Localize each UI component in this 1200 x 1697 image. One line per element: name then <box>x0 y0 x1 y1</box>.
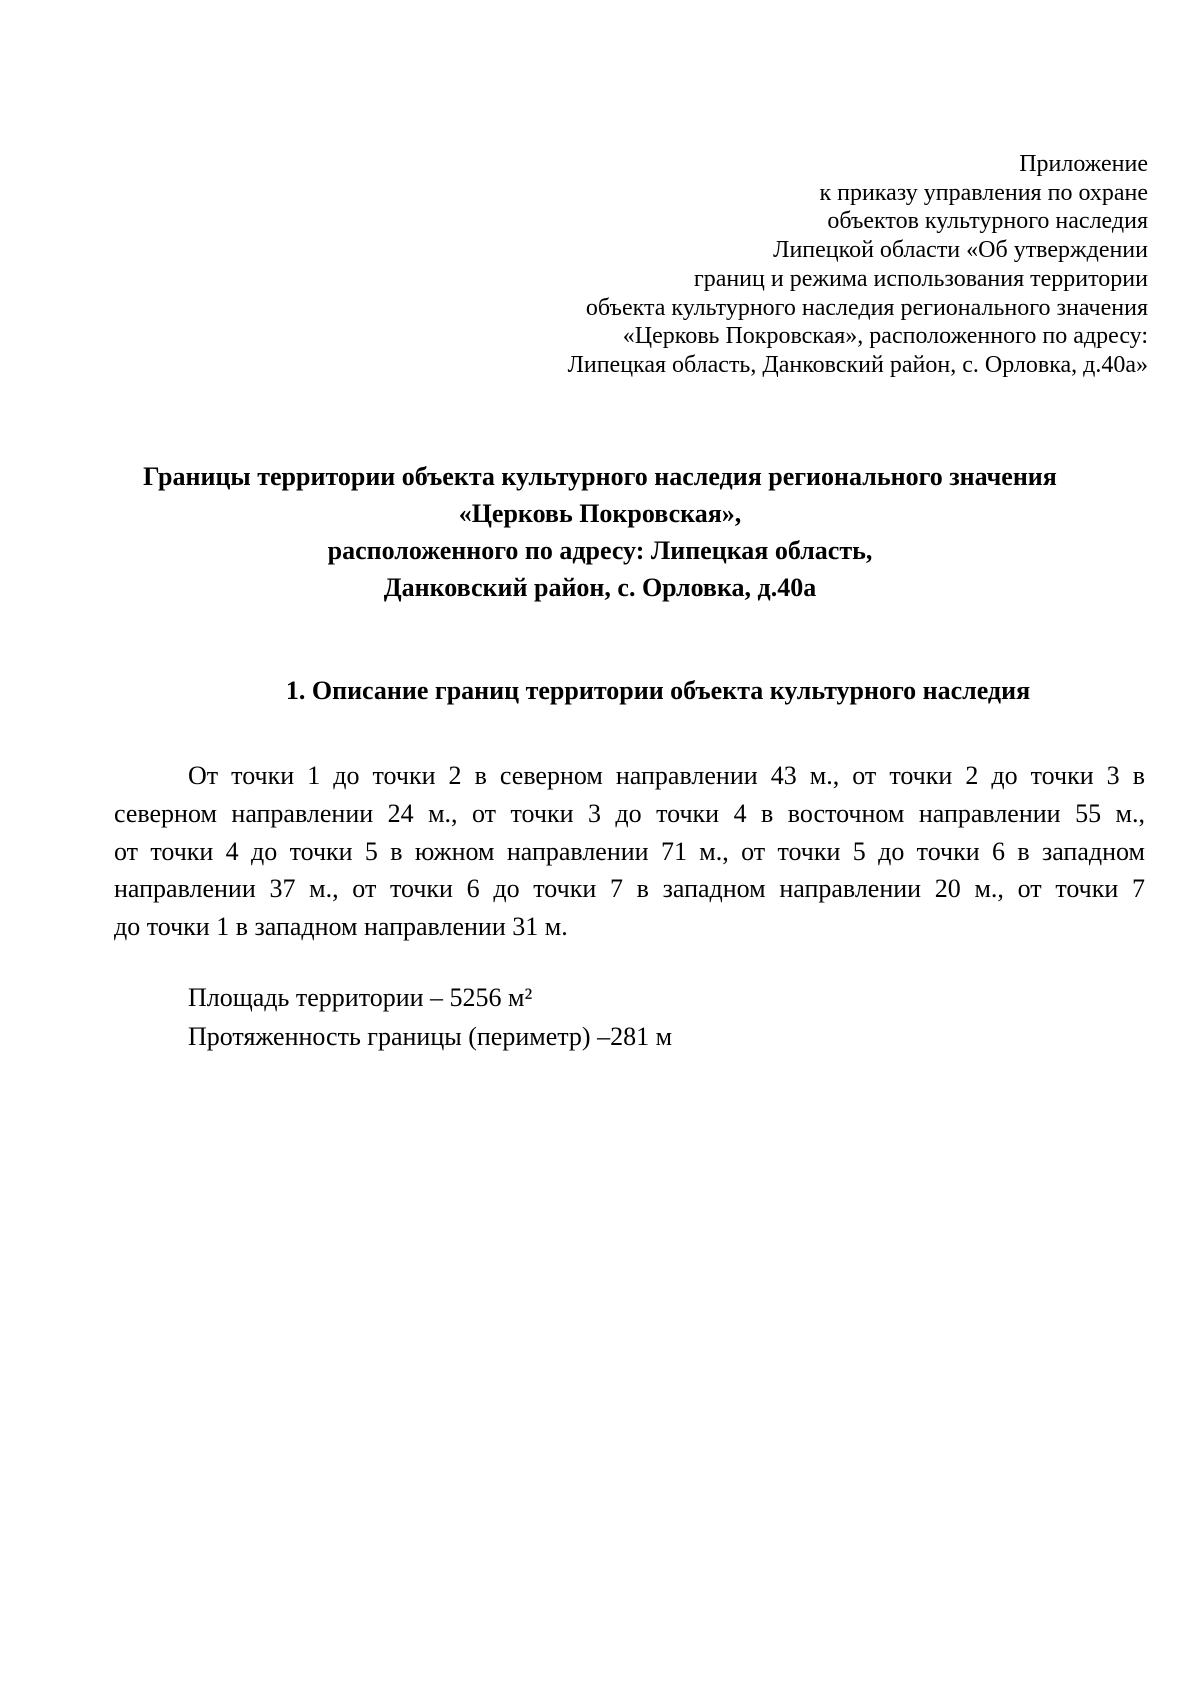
title-line: «Церковь Покровская», <box>458 499 742 528</box>
title-line: Границы территории объекта культурного наследия регионального значения <box>143 462 1057 491</box>
appendix-line: Липецкая область, Данковский район, с. Орловка, д.40а» <box>567 351 1148 378</box>
boundary-description <box>114 757 1145 946</box>
perimeter-text: Протяженность границы (периметр) –281 м <box>188 1022 673 1051</box>
appendix-block <box>448 150 1148 380</box>
area-text: Площадь территории – 5256 м² <box>188 983 533 1012</box>
appendix-line: к приказу управления по охране <box>819 179 1148 206</box>
title-line: Данковский район, с. Орловка, д.40а <box>383 573 817 602</box>
territory-measures <box>188 978 672 1056</box>
description-line: направлении 37 м., от точки 6 до точки 7 в западном направлении 20 м., от точки 7 <box>114 874 1145 904</box>
appendix-line: Приложение <box>1019 151 1148 177</box>
appendix-line: Липецкой области «Об утверждении <box>773 237 1148 264</box>
appendix-line: объекта культурного наследия регионального значения <box>585 294 1148 321</box>
description-line: до точки 1 в западном направлении 31 м. <box>114 912 568 942</box>
description-line: От точки 1 до точки 2 в северном направлении 43 м., от точки 2 до точки 3 в <box>188 761 1145 790</box>
section-heading: 1. Описание границ территории объекта культурного наследия <box>285 676 1031 705</box>
title-line: расположенного по адресу: Липецкая область, <box>327 536 873 565</box>
document-title <box>60 458 1140 606</box>
appendix-line: границ и режима использования территории <box>693 265 1148 292</box>
description-line: северном направлении 24 м., от точки 3 до точки 4 в восточном направлении 55 м., <box>114 798 1145 828</box>
appendix-line: объектов культурного наследия <box>827 208 1148 235</box>
appendix-line: «Церковь Покровская», расположенного по адресу: <box>622 323 1148 350</box>
description-line: от точки 4 до точки 5 в южном направлении 71 м., от точки 5 до точки 6 в западном <box>114 836 1145 866</box>
